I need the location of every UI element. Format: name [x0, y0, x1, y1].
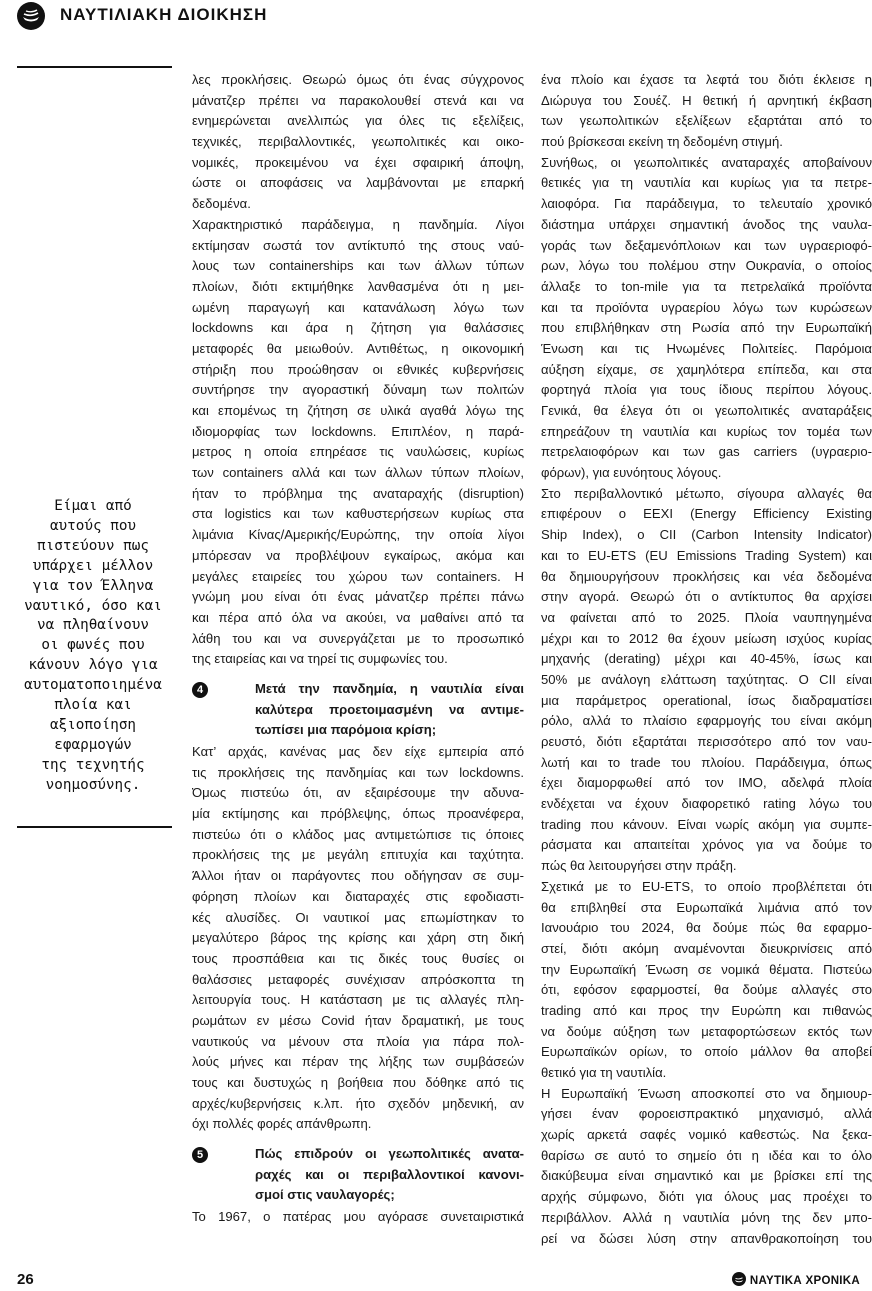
- text-line: Συνήθως, οι γεωπολιτικές αναταραχές αποβαίνουν: [541, 154, 872, 170]
- text-line: και πέρα από όλα να ακούει, να μαθαίνει από τα: [192, 609, 524, 625]
- pullquote-line: αυτοματοποιημένα: [24, 677, 162, 694]
- text-line: πιστεύω ότι ο κλάδος μας αντιμετώπισε τις όποιες: [192, 826, 524, 842]
- text-line: Ship Index), ο CII (Carbon Intensity Indicator): [541, 527, 872, 543]
- text-line: ρεί να δώσει λύση στην απανθρακοποίηση του: [541, 1230, 872, 1246]
- question-heading: [255, 1144, 524, 1206]
- text-line: Σχετικά με το EU-ETS, το οποίο προβλέπεται ότι: [541, 878, 872, 894]
- text-line: γοράς των δεξαμενόπλοιων και των υγραεριοφό-: [541, 237, 872, 253]
- text-line: στήριξη που προώθησαν οι εθνικές κυβερνήσεις: [192, 361, 524, 377]
- pullquote-line: να πληθαίνουν: [37, 617, 149, 634]
- text-line: φόρων), για ευνόητους λόγους.: [541, 465, 722, 481]
- pullquote: [4, 497, 182, 796]
- text-line: λούς μήνες και πέραν της λήξης των συμβάσεών: [192, 1054, 524, 1070]
- text-line: ναυτικούς να μένουν στα πλοία για πάρα πολ-: [192, 1033, 524, 1049]
- text-line: και τα προϊόντα υγραερίου λόγω των κυρώσεων: [541, 299, 872, 315]
- text-line: θα επιβληθεί στα Ευρωπαϊκά λιμάνια από τον: [541, 899, 872, 915]
- text-line: κές αλυσίδες. Οι ναυτικοί μας επωμίστηκαν το: [192, 909, 524, 925]
- text-line: συντήρησε την αγοραστική δύναμη των πολιτών: [192, 382, 524, 398]
- brand-footer: [732, 1272, 860, 1289]
- text-line: Ένωση και τις Ηνωμένες Πολιτείες. Παρόμοια: [541, 340, 872, 356]
- text-line: μάνατζερ πρέπει να παρακολουθεί στενά και να: [192, 92, 524, 108]
- text-line: διακύβευμα είναι σημαντικό και με βρίσκει επί της: [541, 1168, 872, 1184]
- text-line: και το EU-ETS (EU Emissions Trading System) και: [541, 547, 872, 563]
- page-number: 26: [17, 1271, 34, 1288]
- text-line: θαλάσσιες μεταφορές συνέχισαν απρόσκοπτα τη: [192, 971, 524, 987]
- text-line: στα logistics και των καθυστερήσεων κυρίως στα: [192, 506, 524, 522]
- pullquote-line: κάνουν λόγο για: [28, 657, 158, 674]
- text-line: Στο περιβαλλοντικό μέτωπο, σίγουρα αλλαγές θα: [541, 485, 872, 501]
- pullquote-line: της τεχνητής: [41, 756, 145, 773]
- text-line: στεί, διότι ακόμη αναμένονται διευκρινίσεις από: [541, 940, 872, 956]
- text-line: λωτή και το trade του πλοίου. Παράδειγμα, όπως: [541, 754, 872, 770]
- pullquote-line: νοημοσύνης.: [45, 776, 141, 793]
- text-line: επιφέρουν ο EEXI (Energy Efficiency Existing: [541, 506, 872, 522]
- question-heading: [255, 679, 524, 741]
- paragraph: [541, 1084, 872, 1250]
- text-line: Ευρωπαϊκών ορίων, το οποίο μάλλον θα αποβεί: [541, 1044, 872, 1060]
- text-line: Το 1967, ο πατέρας μου αγόρασε συνεταιριστικά: [192, 1209, 524, 1225]
- pullquote-line: για τον Έλληνα: [32, 577, 154, 594]
- text-line: λες προκλήσεις. Θεωρώ όμως ότι ένας σύγχρονος: [192, 72, 524, 87]
- text-line: μεταφορές θα μειωθούν. Αντιθέτως, η οικονομική: [192, 340, 524, 356]
- text-line: Ιανουάριο του 2024, θα δούμε πώς θα εφαρμο-: [541, 920, 872, 936]
- text-line: τους και δυστυχώς η βοήθεια που δόθηκε από τις: [192, 1075, 524, 1090]
- pullquote-line: εφαρμογών: [54, 736, 132, 753]
- text-line: ρων, λόγω του πολέμου στην Ουκρανία, ο οποίος: [541, 258, 872, 274]
- text-line: και επομένως τη ζήτηση σε υλικά αγαθά λόγω της: [192, 403, 524, 418]
- text-line: περιβάλλον. Αλλά η ναυτιλία μόνη της δεν μπο-: [541, 1209, 872, 1225]
- text-line: τις προκλήσεις της πανδημίας και των lockdowns.: [192, 764, 524, 780]
- text-line: εκτίμησαν σωστά τον αντίκτυπό της στους ναύ-: [192, 237, 524, 253]
- text-line: λαιοφόρα. Για παράδειγμα, το τελευταίο χρονικό: [541, 196, 872, 212]
- text-line: γήσει έναν φοροεισπρακτικό μηχανισμό, αλλά: [541, 1106, 872, 1122]
- text-line: trading που κάνουν. Είναι νωρίς ακόμη για συμπε-: [541, 816, 872, 832]
- text-line: πετρελαιοφόρων και των gas carriers (υγραεριο-: [541, 444, 872, 460]
- text-line: μεγαλύτερο βάρος της κρίσης και χάρη στη δική: [192, 930, 524, 946]
- text-line: μία εκτίμησης και πρόβλεψης, όπως προανέφερα,: [192, 806, 524, 822]
- text-line: όχι πολλές φορές απάνθρωπη.: [192, 1116, 372, 1132]
- question-5: [192, 1144, 524, 1206]
- text-line: μέχρι και το 2012 θα έχουν μείωση ισχύος κυρίας: [541, 630, 872, 646]
- pullquote-line: οι φωνές που: [41, 637, 145, 654]
- text-line: τωπίσει μια παρόμοια κρίση;: [255, 722, 437, 738]
- pullquote-top-rule: [17, 66, 172, 68]
- text-line: ραχές και οι περιβαλλοντικοί κανονι-: [255, 1166, 524, 1182]
- pullquote-line: αξιοποίηση: [49, 716, 137, 733]
- text-line: Όμως πιστεύω ότι, αν εξαιρέσουμε την αδυνα-: [192, 785, 524, 801]
- text-line: ωμένη παραγωγή και κατανάλωση λόγω των: [192, 299, 524, 315]
- text-line: θετικό για τη ναυτιλία.: [541, 1065, 667, 1080]
- ship-logo-icon: [17, 2, 45, 30]
- text-line: των containers αλλά και των άλλων τύπων πλοίων,: [192, 465, 524, 481]
- text-line: αρχές/κυβερνήσεις κ.λπ. ήτο σχεδόν μηδενική, αν: [192, 1095, 524, 1111]
- text-line: διάστημα υπάρχει σημαντική άνοδος της ναυλα-: [541, 216, 872, 232]
- text-line: μεγάλες εταιρείες του χώρου των containers. Η: [192, 568, 524, 584]
- pullquote-line: ναυτικό, όσο και: [24, 597, 162, 614]
- text-line: Γενικά, θα έλεγα ότι οι γεωπολιτικές αναταράξεις: [541, 403, 872, 418]
- text-line: ρόλο, αλλά το πλαίσιο εφαρμογής του είναι ακόμη: [541, 713, 872, 729]
- pullquote-line: υπάρχει μέλλον: [32, 557, 154, 574]
- question-number-badge: 4: [192, 682, 208, 698]
- text-line: ιδιομορφίας των lockdowns. Επιπλέον, η παρά-: [192, 423, 524, 439]
- text-line: να δούμε αύξηση των μεταφορτώσεων εκτός των: [541, 1023, 872, 1039]
- article-column-2: [541, 70, 872, 1249]
- text-line: προκλήσεις της με μεγάλη επιτυχία και ταχύτητα.: [192, 847, 524, 863]
- paragraph: [541, 484, 872, 877]
- text-line: ενδέχεται να έχουν διαφορετικό rating λόγω του: [541, 796, 872, 812]
- text-line: Μετά την πανδημία, η ναυτιλία είναι: [255, 680, 524, 696]
- paragraph: [541, 153, 872, 484]
- text-line: Άλλοι ήταν οι παράγοντες που οδήγησαν σε συμ-: [192, 868, 524, 884]
- text-line: νομικές, προκειμένου να έχει σφαιρική άποψη,: [192, 154, 524, 170]
- paragraph: [192, 215, 524, 670]
- text-line: θαρίσω σε αυτό το σημείο ότι η ιδέα και το όλο: [541, 1147, 872, 1163]
- text-line: Κατ’ αρχάς, κανένας μας δεν είχε εμπειρία από: [192, 744, 524, 759]
- text-line: σμοί στις ναυλαγορές;: [255, 1187, 395, 1203]
- text-line: ρωμάτων εν μέσω Covid ήταν δραματική, με τους: [192, 1012, 524, 1028]
- text-line: των γεωπολιτικών εξελίξεων εξαρτάται από το: [541, 113, 872, 129]
- pullquote-line: πιστεύουν πως: [37, 537, 149, 554]
- text-line: επηρεάζουν τη ναυτιλία και κυρίως τον τομέα των: [541, 423, 872, 439]
- text-line: της εταιρείας και να τηρεί τις συμφωνίες του.: [192, 651, 448, 667]
- pullquote-line: Είμαι από: [54, 498, 132, 514]
- text-line: άλλαξε το ton-mile για τα πετρελαϊκά προϊόντα: [541, 278, 872, 294]
- text-line: Χαρακτηριστικό παράδειγμα, η πανδημία. Λίγοι: [192, 216, 524, 232]
- pullquote-bottom-rule: [17, 826, 172, 828]
- text-line: φορτηγά πλοία για τους ίδιους περίπου λόγους.: [541, 382, 872, 398]
- text-line: ήταν το πρόβλημα της αναταραχής (disruption): [192, 485, 524, 501]
- question-4: [192, 679, 524, 741]
- text-line: trading από και προς την Ευρώπη και πιθανώς: [541, 1002, 872, 1018]
- text-line: Η Ευρωπαϊκή Ένωση αποσκοπεί στο να δημιουρ-: [541, 1085, 872, 1101]
- text-line: φόρηση πλοίων και διαταραχές στις εφοδιαστι-: [192, 888, 524, 904]
- text-line: αύξηση είχαμε, σε χαμηλότερα επίπεδα, και στα: [541, 361, 872, 377]
- text-line: θα δημιουργήσουν προκλήσεις και νέα δεδομένα: [541, 568, 872, 584]
- text-line: πλοίων, διότι εκτιμήθηκε λανθασμένα ότι η μει-: [192, 278, 524, 294]
- text-line: γνώμη μου είναι ότι ένας μάνατζερ πρέπει πάνω: [192, 589, 524, 605]
- paragraph: [192, 742, 524, 1135]
- paragraph: [192, 70, 524, 215]
- text-line: Πώς επιδρούν οι γεωπολιτικές ανατα-: [255, 1146, 524, 1162]
- paragraph: [192, 1207, 524, 1228]
- text-line: ένα πλοίο και έχασε τα λεφτά του διότι έκλεισε η: [541, 72, 872, 87]
- section-title: ΝΑΥΤΙΛΙΑΚΗ ΔΙΟΙΚΗΣΗ: [60, 5, 268, 24]
- question-number-badge: 5: [192, 1147, 208, 1163]
- text-line: τεχνικές, περιβαλλοντικές, γεωπολιτικές και οικο-: [192, 134, 524, 150]
- text-line: λιμάνια Κίνας/Αμερικής/Ευρώπης, την οποία λίγοι: [192, 527, 524, 543]
- article-column-1: [192, 70, 524, 1228]
- text-line: να φαίνεται από το 2025. Πλοία ναυπηγημένα: [541, 609, 872, 625]
- text-line: 50% με ανάλογη ελάττωση ταχύτητας. Ο CII είναι: [541, 671, 872, 687]
- text-line: μετρος η οποία επηρέασε τις ναυλώσεις, κυρίως: [192, 444, 524, 460]
- text-line: λάθη του και να συνεργάζεται με το προσωπικό: [192, 630, 524, 646]
- text-line: λους των containerships και των άλλων τύπων: [192, 258, 524, 274]
- text-line: Διώρυγα του Σουέζ. Η θετική ή αρνητική έκβαση: [541, 92, 872, 108]
- text-line: ενημερώνεται ανελλιπώς για όλες τις εξελίξεις,: [192, 113, 524, 129]
- text-line: ρευστό, διότι εξαρτάται περισσότερο από τον ναυ-: [541, 734, 872, 749]
- text-line: χωρίς αρκετά σαφές νομικό καθεστώς. Να ξεκα-: [541, 1127, 872, 1143]
- text-line: τους προσπάθεια και τις δικές τους θυσίες οι: [192, 950, 524, 966]
- text-line: lockdowns και άρα η ζήτηση για θαλάσσιες: [192, 320, 524, 336]
- text-line: μια παράμετρος operational, ίσως διαδραματίσει: [541, 692, 872, 708]
- pullquote-line: αυτούς που: [49, 517, 137, 534]
- text-line: στην αγορά. Θεωρώ ότι ο αντίκτυπος θα αρχίσει: [541, 589, 872, 605]
- text-line: έχει διαμορφωθεί από τον IMO, αδελφά πλοία: [541, 775, 872, 791]
- ship-brand-icon: [732, 1272, 746, 1289]
- text-line: καλύτερα προετοιμασμένη να αντιμε-: [255, 701, 524, 717]
- text-line: μπόρεσαν να προβλέψουν εγκαίρως, ακόμα και: [192, 547, 524, 563]
- text-line: μηχανής (derating) μέχρι και 40-45%, ίσως και: [541, 651, 872, 667]
- text-line: την Ευρωπαϊκή Ένωση σε νομικά θέματα. Πιστεύω: [541, 961, 872, 977]
- paragraph: [541, 877, 872, 1084]
- text-line: δεδομένα.: [192, 196, 251, 212]
- text-line: ώστε οι αποφάσεις να λαμβάνονται με επαρκή: [192, 175, 524, 191]
- text-line: αρχής σύμφωνο, διότι για όλους μας προέχει το: [541, 1189, 872, 1205]
- brand-name: ΝΑΥΤΙΚΑ ΧΡΟΝΙΚΑ: [749, 1275, 860, 1287]
- pullquote-line: πλοία και: [54, 697, 132, 714]
- text-line: ράσματα και απαιτείται χρόνος για να δούμε το: [541, 837, 872, 853]
- text-line: ότι, εφόσον εφαρμοστεί, θα δούμε αλλαγές στο: [541, 982, 872, 998]
- text-line: πώς θα λειτουργήσει στην πράξη.: [541, 858, 737, 874]
- text-line: που επιβλήθηκαν στη Ρωσία από την Ευρωπαϊκή: [541, 320, 872, 336]
- paragraph: [541, 70, 872, 153]
- text-line: πού βρίσκεσαι εκείνη τη δεδομένη στιγμή.: [541, 134, 783, 150]
- text-line: λειτουργία τους. Η κατάσταση με τις αλλαγές πλη-: [192, 992, 524, 1008]
- text-line: θετικές για τη ναυτιλία και κυρίως για τα πετρε-: [541, 175, 872, 191]
